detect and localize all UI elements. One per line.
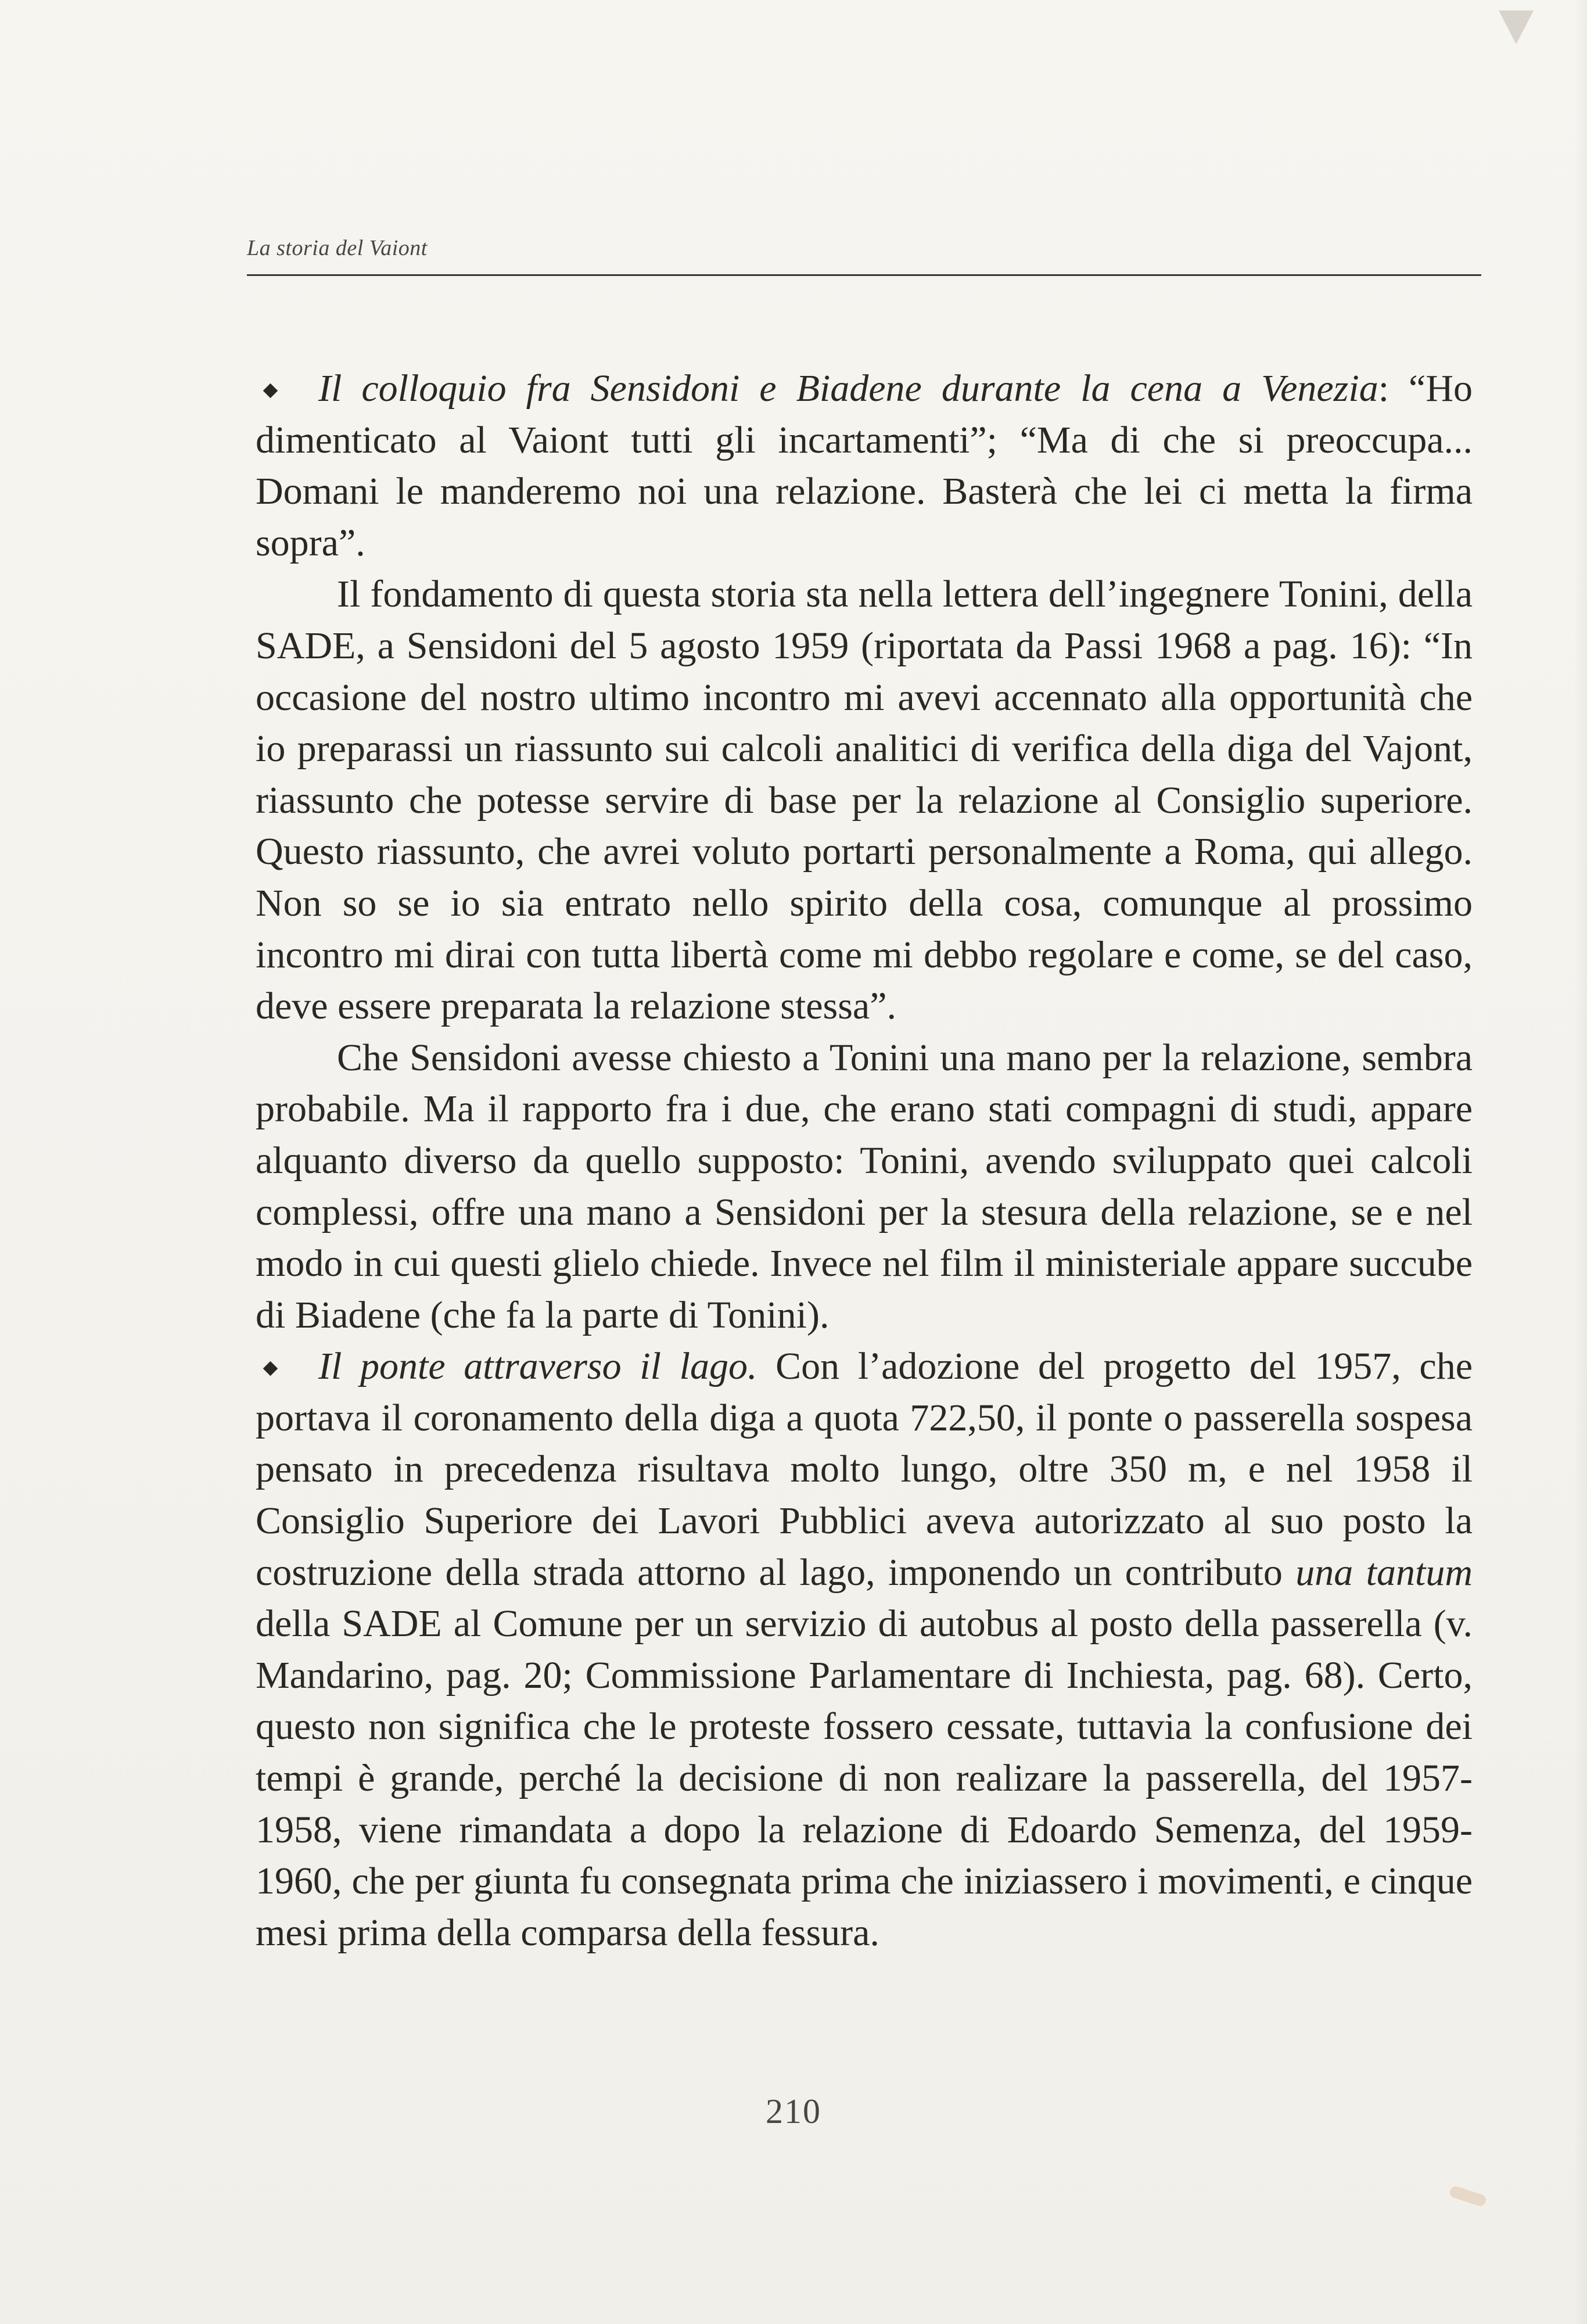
diamond-bullet-icon	[263, 1361, 278, 1376]
paragraph-ponte	[256, 1341, 1473, 1959]
paragraph-fondamento: Il fondamento di questa storia sta nella lettera dell’ingegnere Tonini, della SADE, a Sensidoni del 5 agosto 1959 (riportata da Passi 1968 a pag. 16): “In occasione del nostro ultimo incontro mi avevi accennato alla opportunità che io preparassi un riassunto sui calcoli analitici di verifica della diga del Vajont, riassunto che potesse servire di base per la relazione al Consiglio superiore. Questo riassunto, che avrei voluto portarti personalmente a Roma, qui allego. Non so se io sia entrato nello spirito della cosa, comunque al prossimo incontro mi dirai con tutta libertà come mi debbo regolare e come, se del caso, deve essere preparata la relazione stessa”.	[256, 573, 1473, 1028]
paragraph-sensidoni-tonini: Che Sensidoni avesse chiesto a Tonini una mano per la relazione, sembra probabile. Ma il rapporto fra i due, che erano stati compagni di studi, appare alquanto diverso da quello supposto: Tonini, avendo sviluppato quei calcoli complessi, offre una mano a Sensidoni per la stesura della relazione, se e nel modo in cui questi glielo chiede. Invece nel film il ministeriale appare succube di Biadene (che fa la parte di Tonini).	[256, 1036, 1473, 1336]
body-text	[256, 363, 1473, 1959]
header-rule	[247, 274, 1481, 276]
paragraph-colloquio	[256, 363, 1473, 569]
latin-phrase: una tantum	[1295, 1551, 1473, 1594]
page-corner-mark	[1499, 10, 1534, 44]
running-header: La storia del Vaiont	[247, 236, 428, 260]
diamond-bullet-icon	[263, 383, 278, 398]
paragraph-body: Con l’adozione del progetto del 1957, che portava il coronamento della diga a quota 722,50, il ponte o passerella sospesa pensato in precedenza risultava molto lungo, oltre 350 m, e nel 1958 il Consiglio Superiore dei Lavori Pubblici aveva autorizzato al suo posto la costruzione della strada attorno al lago, imponendo un contributo	[256, 1345, 1473, 1594]
paragraph-heading: Il ponte attraverso il lago.	[318, 1345, 757, 1388]
paragraph-body: della SADE al Comune per un servizio di autobus al posto della passerella (v. Mandarino, pag. 20; Commissione Parlamentare di Inchiesta, pag. 68). Certo, questo non significa che le proteste fossero cessate, tuttavia la confusione dei tempi è grande, perché la decisione di non realizare la passerella, del 1957-1958, viene rimandata a dopo la relazione di Edoardo Semenza, del 1959-1960, che per giunta fu consegnata prima che iniziassero i movimenti, e cinque mesi prima della comparsa della fessura.	[256, 1602, 1473, 1954]
paragraph-body: : “Ho dimenticato al Vaiont tutti gli incartamenti”; “Ma di che si preoccupa... Domani le manderemo noi una relazione. Basterà che lei ci metta la firma sopra”.	[256, 367, 1473, 564]
page-number: 210	[766, 2092, 821, 2131]
paragraph-heading: Il colloquio fra Sensidoni e Biadene durante la cena a Venezia	[318, 367, 1378, 410]
page-smudge-mark	[1448, 2185, 1487, 2208]
page-edge-shadow	[1574, 0, 1587, 2324]
